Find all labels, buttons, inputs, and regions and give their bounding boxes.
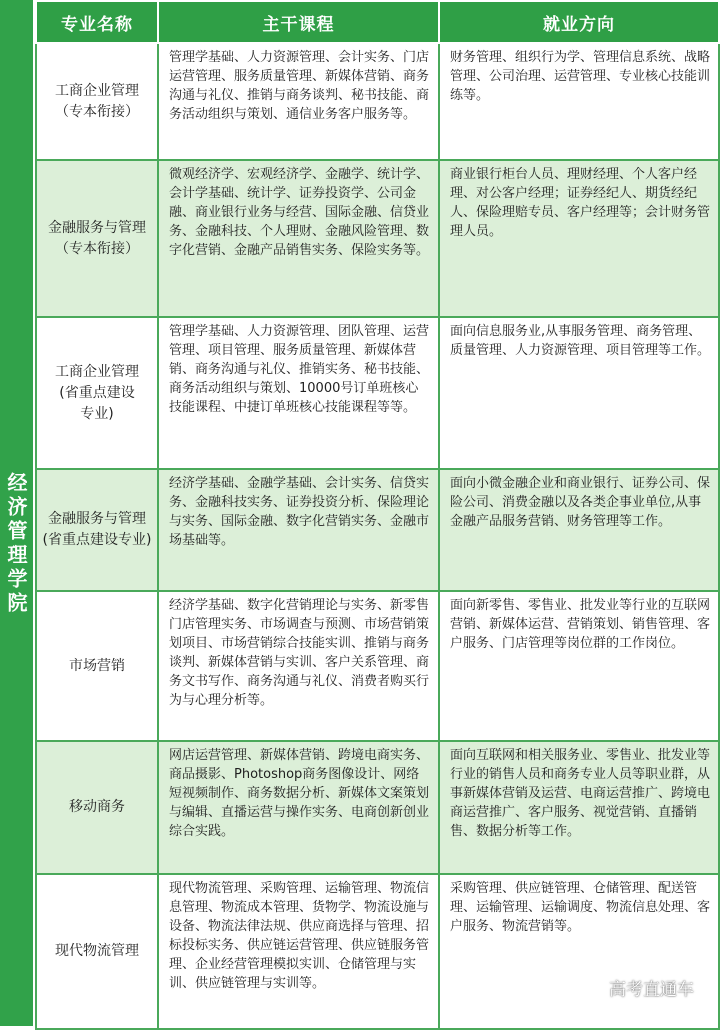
header-row xyxy=(36,1,719,43)
header-major: 专业名称 xyxy=(36,1,158,43)
major-name-line: 移动商务 xyxy=(69,799,125,815)
career-cell: 财务管理、组织行为学、管理信息系统、战略管理、公司治理、运营管理、专业核心技能训练等。 xyxy=(439,43,719,160)
major-name xyxy=(36,591,158,741)
courses-cell: 管理学基础、人力资源管理、团队管理、运营管理、项目管理、服务质量管理、新媒体营销、商务沟通与礼仪、推销实务、秘书技能、商务活动组织与策划、10000号订单班核心技能课程、中捷订单班核心技能课程等等。 xyxy=(158,317,439,469)
watermark: 高考直通车 xyxy=(609,980,694,1000)
courses-cell: 经济学基础、数字化营销理论与实务、新零售门店管理实务、市场调查与预测、市场营销策划项目、市场营销综合技能实训、推销与商务谈判、新媒体营销与实训、客户关系管理、商务文书写作、商务沟通与礼仪、消费者购买行为与心理分析等。 xyxy=(158,591,439,741)
college-sidebar xyxy=(0,0,33,1026)
table-row xyxy=(36,741,719,874)
career-cell: 面向信息服务业,从事服务管理、商务管理、质量管理、人力资源管理、项目管理等工作。 xyxy=(439,317,719,469)
career-cell: 商业银行柜台人员、理财经理、个人客户经理、对公客户经理；证券经纪人、期货经纪人、保险理赔专员、客户经理等；会计财务管理人员。 xyxy=(439,160,719,317)
courses-cell: 现代物流管理、采购管理、运输管理、物流信息管理、物流成本管理、货物学、物流设施与设备、物流法律法规、供应商选择与管理、招标投标实务、供应链运营管理、供应链服务管理、企业经营管理模拟实训、仓储管理与实训、供应链管理与实训等。 xyxy=(158,874,439,1029)
majors-table xyxy=(35,0,720,1030)
major-name-line: 金融服务与管理 xyxy=(48,219,146,236)
major-name-line: 专业) xyxy=(80,405,114,422)
major-name xyxy=(36,43,158,160)
major-name-line: (省重点建设专业) xyxy=(42,532,152,548)
career-cell: 采购管理、供应链管理、仓储管理、配送管理、运输管理、运输调度、物流信息处理、客户服务、物流营销等。 xyxy=(439,874,719,1029)
major-name xyxy=(36,160,158,317)
major-name-line: 工商企业管理 xyxy=(55,363,139,380)
table-row xyxy=(36,591,719,741)
career-cell: 面向新零售、零售业、批发业等行业的互联网营销、新媒体运营、营销策划、销售管理、客户服务、门店管理等岗位群的工作岗位。 xyxy=(439,591,719,741)
career-cell: 面向小微金融企业和商业银行、证券公司、保险公司、消费金融以及各类企事业单位,从事金融产品服务营销、财务管理等工作。 xyxy=(439,469,719,591)
courses-cell: 经济学基础、金融学基础、会计实务、信贷实务、金融科技实务、证券投资分析、保险理论与实务、国际金融、数字化营销实务、金融市场基础等。 xyxy=(158,469,439,591)
major-name-line: 金融服务与管理 xyxy=(48,511,146,527)
header-courses: 主干课程 xyxy=(158,1,439,43)
table-row xyxy=(36,43,719,160)
table-row xyxy=(36,469,719,591)
career-cell: 面向互联网和相关服务业、零售业、批发业等行业的销售人员和商务专业人员等职业群，从事新媒体营销及运营、电商运营推广、跨境电商运营推广、客户服务、视觉营销、直播销售、数据分析等工作。 xyxy=(439,741,719,874)
major-name xyxy=(36,741,158,874)
major-name xyxy=(36,317,158,469)
college-name: 经济管理学院 xyxy=(4,472,28,616)
major-name-line: （专本衔接） xyxy=(55,240,139,257)
major-name xyxy=(36,469,158,591)
major-name-line: （专本衔接） xyxy=(55,103,139,120)
major-name-line: 现代物流管理 xyxy=(55,943,139,959)
header-career: 就业方向 xyxy=(439,1,719,43)
courses-cell: 网店运营管理、新媒体营销、跨境电商实务、商品摄影、Photoshop商务图像设计、网络短视频制作、商务数据分析、新媒体文案策划与编辑、直播运营与操作实务、电商创新创业综合实践。 xyxy=(158,741,439,874)
major-name-line: 工商企业管理 xyxy=(55,82,139,99)
major-name-line: 市场营销 xyxy=(69,657,125,674)
table-row xyxy=(36,317,719,469)
major-name xyxy=(36,874,158,1029)
major-name-line: (省重点建设 xyxy=(59,384,135,401)
table-row xyxy=(36,874,719,1029)
courses-cell: 管理学基础、人力资源管理、会计实务、门店运营管理、服务质量管理、新媒体营销、商务沟通与礼仪、推销与商务谈判、秘书技能、商务活动组织与策划、通信业务客户服务等。 xyxy=(158,43,439,160)
courses-cell: 微观经济学、宏观经济学、金融学、统计学、会计学基础、统计学、证券投资学、公司金融、商业银行业务与经营、国际金融、信贷业务、金融科技、个人理财、金融风险管理、数字化营销、金融产品销售实务、保险实务等。 xyxy=(158,160,439,317)
table-row xyxy=(36,160,719,317)
